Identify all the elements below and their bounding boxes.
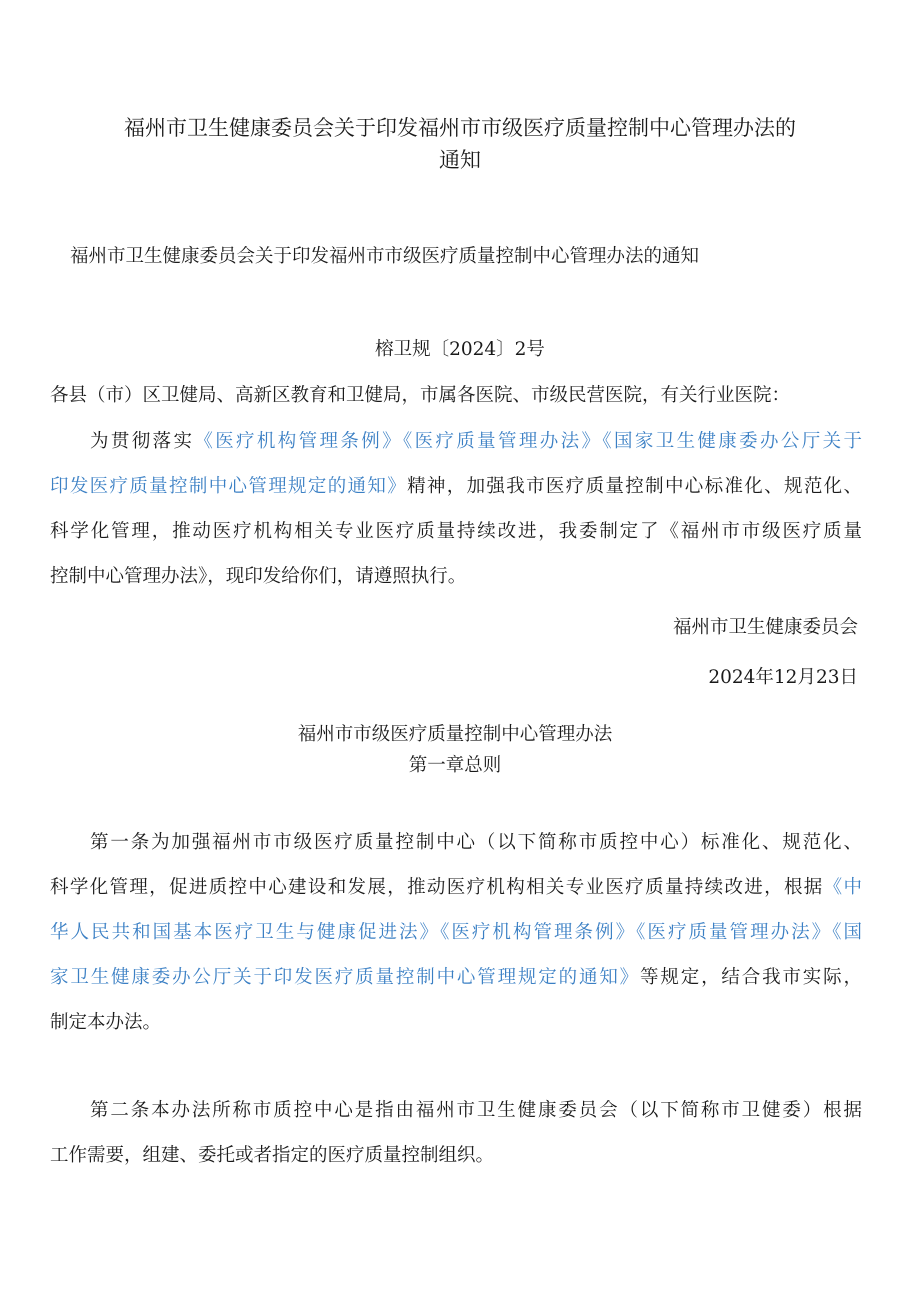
notice-paragraph [50, 419, 862, 599]
notice-line-3: 科学化管理，推动医疗机构相关专业医疗质量持续改进，我委制定了《福州市市级医疗质量 [50, 521, 862, 542]
regulation-link[interactable]: 家卫生健康委办公厅关于印发医疗质量控制中心管理规定的通知》 [50, 967, 641, 988]
document-subtitle: 福州市卫生健康委员会关于印发福州市市级医疗质量控制中心管理办法的通知 [70, 246, 700, 267]
regulation-link[interactable]: 华人民共和国基本医疗卫生与健康促进法》《医疗机构管理条例》《医疗质量管理办法》《国 [50, 922, 862, 943]
document-title-line-2: 通知 [439, 148, 481, 172]
document-title [60, 112, 860, 176]
measures-title: 福州市市级医疗质量控制中心管理办法 [297, 724, 613, 745]
notice-text: 为贯彻落实 [90, 431, 195, 452]
signatory: 福州市卫生健康委员会 [672, 617, 858, 638]
article-1-line-1: 第一条为加强福州市市级医疗质量控制中心（以下简称市质控中心）标准化、规范化、 [90, 832, 862, 853]
document-number: 榕卫规〔2024〕2号 [375, 339, 545, 360]
notice-line-2 [50, 464, 862, 509]
article-1-line-5: 制定本办法。 [50, 1012, 162, 1033]
regulation-link[interactable]: 《中 [823, 877, 862, 898]
article-1-line-3 [50, 910, 862, 955]
regulation-link[interactable]: 印发医疗质量控制中心管理规定的通知》 [50, 476, 408, 497]
regulation-link[interactable]: 《医疗机构管理条例》《医疗质量管理办法》《国家卫生健康委办公厅关于 [194, 431, 862, 452]
notice-line-1 [50, 419, 862, 464]
article-2-line-1: 第二条本办法所称市质控中心是指由福州市卫生健康委员会（以下简称市卫健委）根据 [90, 1100, 862, 1121]
document-title-line-1: 福州市卫生健康委员会关于印发福州市市级医疗质量控制中心管理办法的 [124, 116, 796, 140]
issue-date: 2024年12月23日 [708, 667, 858, 688]
article-2-line-2: 工作需要，组建、委托或者指定的医疗质量控制组织。 [50, 1145, 495, 1166]
article-1-line-2 [50, 865, 862, 910]
notice-text: 精神，加强我市医疗质量控制中心标准化、规范化、 [407, 476, 862, 497]
article-2 [50, 1088, 862, 1178]
salutation: 各县（市）区卫健局、高新区教育和卫健局，市属各医院、市级民营医院，有关行业医院： [50, 385, 791, 406]
article-text: 等规定，结合我市实际， [640, 967, 862, 988]
article-text: 科学化管理，促进质控中心建设和发展，推动医疗机构相关专业医疗质量持续改进，根据 [50, 877, 824, 898]
notice-line-4: 控制中心管理办法》，现印发给你们，请遵照执行。 [50, 566, 467, 587]
article-1 [50, 820, 862, 1045]
chapter-title: 第一章总则 [408, 755, 502, 776]
article-1-line-4 [50, 955, 862, 1000]
